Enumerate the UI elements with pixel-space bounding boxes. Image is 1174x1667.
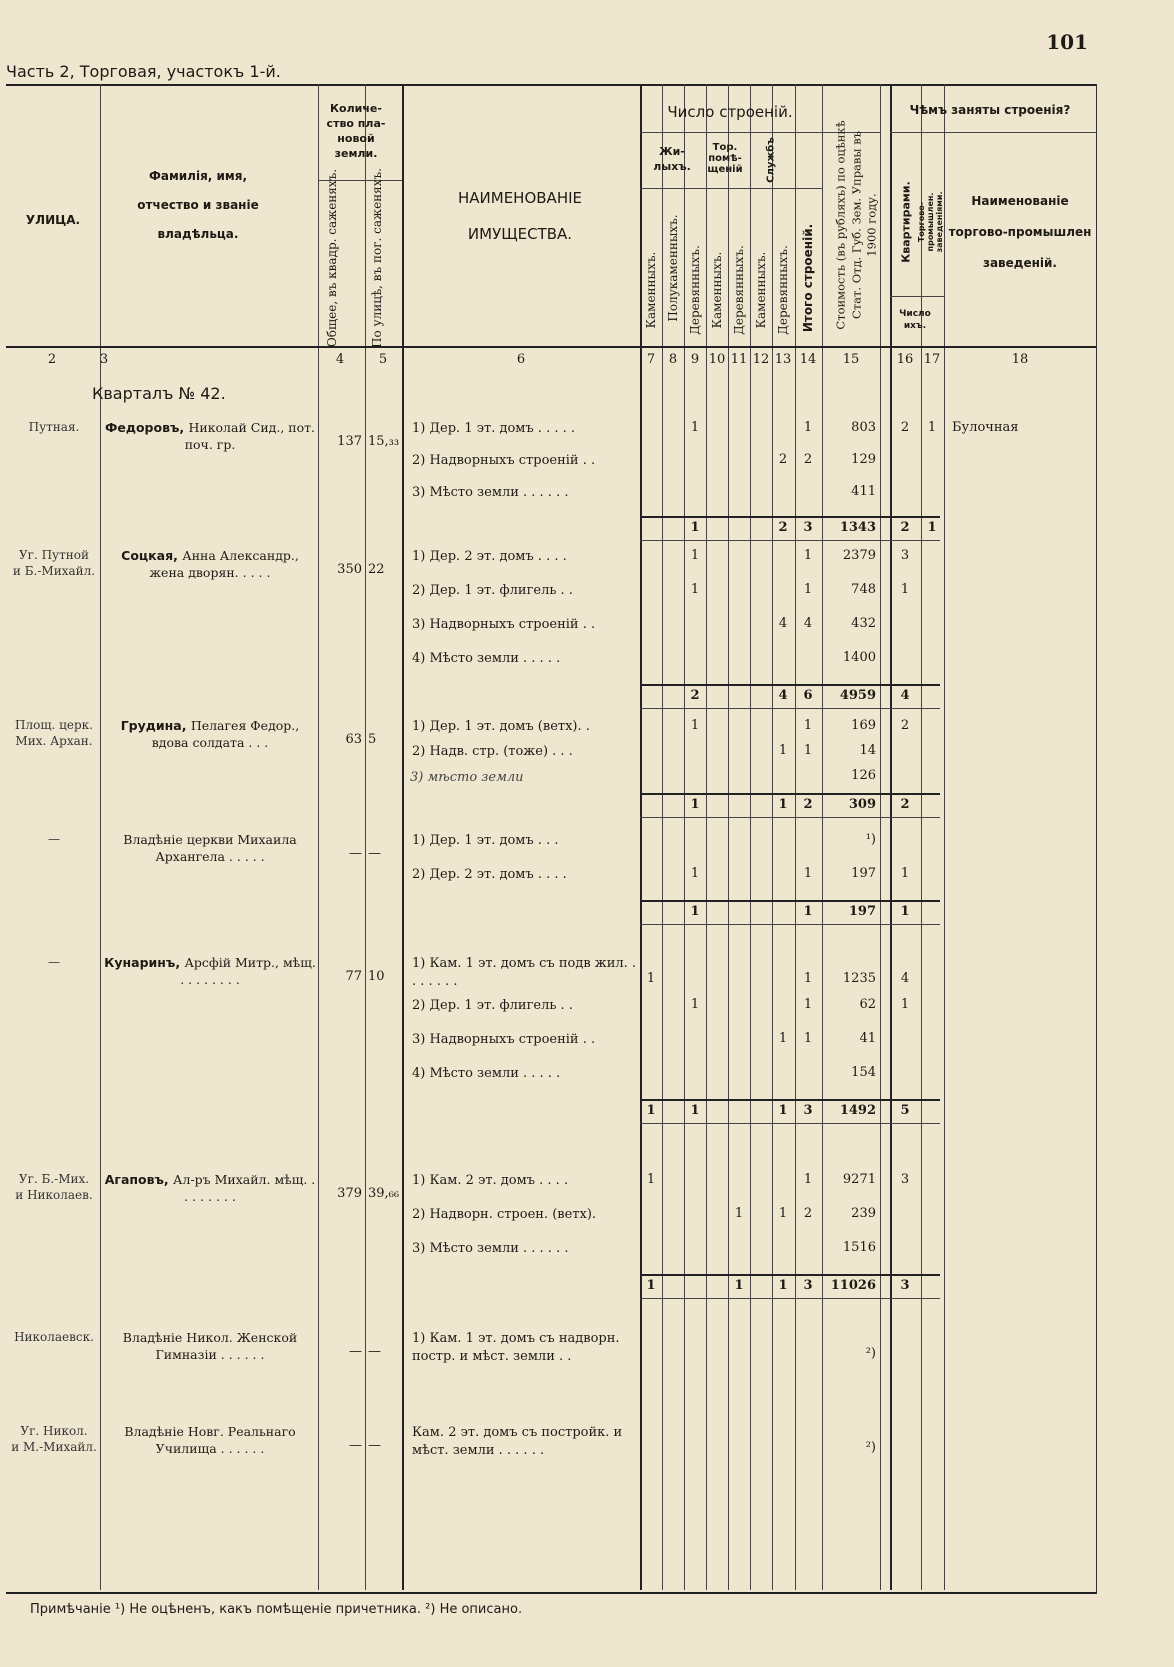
property-item: 1) Кам. 1 эт. домъ съ надворн. постр. и мѣст. земли . . <box>412 1331 620 1364</box>
property-item: 2) Дер. 2 эт. домъ . . . . <box>412 867 567 882</box>
header-owner: Фамилія, имя, отчество и званіе владѣльца. <box>137 169 259 241</box>
page-header: Часть 2, Торговая, участокъ 1-й. <box>6 62 281 81</box>
property-item: 3) Надворныхъ строеній . . <box>412 617 596 632</box>
sum-sw: 2 <box>778 520 788 535</box>
header-land-total: Общее, въ квадр. саженяхъ. <box>325 168 339 348</box>
count-s: 1 <box>646 1172 656 1187</box>
column-rule <box>640 84 642 1590</box>
land-total: — <box>349 1438 362 1453</box>
street-name: и Б.-Михайл. <box>12 564 96 578</box>
column-rule <box>662 84 663 1590</box>
property-value: 126 <box>851 768 876 783</box>
sum-bottom-rule <box>640 817 940 818</box>
land-street: 22 <box>368 562 385 577</box>
count-total: 1 <box>803 743 813 758</box>
sum-rule <box>640 793 940 795</box>
count-w: 1 <box>690 548 700 563</box>
column-rule <box>318 84 319 1590</box>
count-apt: 3 <box>900 548 910 563</box>
sum-w: 2 <box>690 688 700 703</box>
property-item: 4) Мѣсто земли . . . . . <box>412 651 561 666</box>
column-number: 9 <box>690 352 700 367</box>
header-stone-1: Каменныхъ. <box>644 251 658 329</box>
property-item: 1) Кам. 2 эт. домъ . . . . <box>412 1173 569 1188</box>
quarter-title: Кварталъ № 42. <box>92 384 226 403</box>
property-value: 154 <box>851 1065 876 1080</box>
header-occupied: Чѣмъ заняты строенія? <box>909 103 1071 117</box>
sum-total: 2 <box>803 797 813 812</box>
count-ss: 1 <box>734 1206 744 1221</box>
count-total: 1 <box>803 997 813 1012</box>
column-rule <box>706 84 707 1590</box>
property-item: 4) Мѣсто земли . . . . . <box>412 1066 561 1081</box>
sum-value: 1343 <box>839 520 876 535</box>
column-number: 3 <box>99 352 109 367</box>
property-item: 1) Дер. 1 эт. домъ . . . <box>412 833 559 848</box>
sum-bottom-rule <box>640 1123 940 1124</box>
property-item: 2) Надворныхъ строеній . . <box>412 453 596 468</box>
land-total: — <box>349 1344 362 1359</box>
land-street: — <box>368 846 381 861</box>
count-w: 1 <box>690 582 700 597</box>
count-w: 1 <box>690 718 700 733</box>
page-number: 101 <box>1046 30 1088 54</box>
header-stone-2: Каменныхъ. <box>710 251 724 329</box>
count-sw: 2 <box>778 452 788 467</box>
count-total: 1 <box>803 420 813 435</box>
property-value: ²) <box>865 1346 876 1361</box>
footnote: Примѣчаніе ¹) Не оцѣненъ, какъ помѣщеніе причетника. ²) Не описано. <box>30 1602 523 1617</box>
land-total: 350 <box>337 562 362 577</box>
property-item: 1) Дер. 2 эт. домъ . . . . <box>412 549 567 564</box>
owner-details: Владѣніе церкви Михаила Архангела . . . . . <box>123 832 297 864</box>
column-number: 6 <box>516 352 526 367</box>
owner-name <box>104 718 316 752</box>
count-w: 1 <box>690 997 700 1012</box>
land-street: — <box>368 1438 381 1453</box>
column-number: 14 <box>799 352 817 367</box>
column-number: 4 <box>335 352 345 367</box>
sum-trade: 1 <box>927 520 937 535</box>
count-trade: 1 <box>927 420 937 435</box>
count-apt: 2 <box>900 718 910 733</box>
sum-total: 3 <box>803 1278 813 1293</box>
street-name: Уг. Путной <box>19 548 89 562</box>
column-number: 12 <box>752 352 770 367</box>
trade-name: Булочная <box>952 420 1019 435</box>
header-wooden-1: Деревянныхъ. <box>688 245 702 335</box>
sum-w: 1 <box>690 1103 700 1118</box>
sum-total: 3 <box>803 520 813 535</box>
owner-details: Владѣніе Никол. Женской Гимназіи . . . . . . <box>122 1330 298 1362</box>
count-apt: 2 <box>900 420 910 435</box>
sum-value: 1492 <box>839 1103 876 1118</box>
count-sw: 1 <box>778 743 788 758</box>
sum-rule <box>640 1099 940 1101</box>
owner-details: Анна Александр., жена дворян. . . . . <box>149 548 299 580</box>
owner-name <box>104 832 316 866</box>
count-apt: 1 <box>900 866 910 881</box>
column-number: 8 <box>668 352 678 367</box>
owner-name <box>104 548 316 582</box>
property-value: 432 <box>851 616 876 631</box>
sum-sw: 1 <box>778 797 788 812</box>
property-value: 1235 <box>842 971 876 986</box>
sum-total: 3 <box>803 1103 813 1118</box>
column-number: 10 <box>708 352 726 367</box>
sum-rule <box>640 1274 940 1276</box>
property-value: 129 <box>851 452 876 467</box>
sum-apt: 2 <box>900 520 910 535</box>
property-value: ¹) <box>865 832 876 847</box>
street-name: — <box>48 832 60 846</box>
column-number: 16 <box>896 352 914 367</box>
count-sw: 4 <box>778 616 788 631</box>
header-commercial: Тор. помѣ-щеній <box>707 142 743 175</box>
property-value: 62 <box>859 997 876 1012</box>
column-rule <box>402 84 404 1590</box>
count-apt: 1 <box>900 582 910 597</box>
count-total: 2 <box>803 452 813 467</box>
sum-w: 1 <box>690 520 700 535</box>
sum-ss: 1 <box>734 1278 744 1293</box>
count-s: 1 <box>646 971 656 986</box>
count-total: 4 <box>803 616 813 631</box>
land-total: 379 <box>337 1186 362 1201</box>
property-item: 1) Кам. 1 эт. домъ съ подв жил. . . . . . . . <box>412 956 637 989</box>
owner-surname: Кунаринъ, <box>104 955 185 970</box>
property-value: 1516 <box>842 1240 876 1255</box>
header-semistone: Полукаменныхъ. <box>666 214 680 322</box>
property-item: 2) Дер. 1 эт. флигель . . <box>412 998 573 1013</box>
sum-sw: 4 <box>778 688 788 703</box>
sum-s: 1 <box>646 1103 656 1118</box>
owner-name <box>104 1330 316 1364</box>
sum-sw: 1 <box>778 1278 788 1293</box>
owner-details: Арсфій Митр., мѣщ. . . . . . . . . <box>180 955 316 987</box>
count-sw: 1 <box>778 1031 788 1046</box>
sum-rule <box>640 516 940 518</box>
sum-apt: 5 <box>900 1103 910 1118</box>
owner-surname: Грудина, <box>120 718 191 733</box>
land-total: 77 <box>345 969 362 984</box>
sum-apt: 1 <box>900 904 910 919</box>
owner-surname: Агаповъ, <box>104 1172 174 1187</box>
sum-value: 197 <box>848 904 876 919</box>
sum-value: 11026 <box>830 1278 876 1293</box>
column-number: 17 <box>923 352 941 367</box>
property-item: 1) Дер. 1 эт. домъ (ветх). . <box>412 719 590 734</box>
street-name: и М.-Михайл. <box>11 1440 97 1454</box>
column-number: 18 <box>1011 352 1029 367</box>
header-rule <box>890 132 1096 133</box>
header-rule <box>640 188 822 189</box>
column-rule <box>795 84 796 1590</box>
sum-total: 6 <box>803 688 813 703</box>
header-apartments: Квартирами. <box>899 181 913 263</box>
property-value: 748 <box>851 582 876 597</box>
street-name: Николаевск. <box>14 1330 94 1344</box>
header-total-buildings: Итого строеній. <box>801 223 815 333</box>
header-bottom-rule <box>6 346 1096 348</box>
column-rule <box>728 84 729 1590</box>
header-stone-3: Каменныхъ. <box>754 251 768 329</box>
header-services: Службъ <box>765 137 777 183</box>
count-total: 1 <box>803 582 813 597</box>
column-number: 7 <box>646 352 656 367</box>
header-residential: Жи-лыхъ. <box>653 145 691 173</box>
count-total: 1 <box>803 548 813 563</box>
count-sw: 1 <box>778 1206 788 1221</box>
street-name: Уг. Б.-Мих. <box>18 1172 90 1186</box>
street-name: Площ. церк. <box>15 718 93 732</box>
header-wooden-3: Деревянныхъ. <box>776 245 790 335</box>
owner-surname: Соцкая, <box>121 548 183 563</box>
property-item: Кам. 2 эт. домъ съ постройк. и мѣст. земли . . . . . . <box>412 1425 623 1458</box>
land-street: 5 <box>368 732 377 747</box>
count-w: 1 <box>690 866 700 881</box>
owner-details: Пелагея Федор., вдова солдата . . . <box>151 718 300 750</box>
sum-sw: 1 <box>778 1103 788 1118</box>
column-number: 13 <box>774 352 792 367</box>
count-total: 1 <box>803 718 813 733</box>
column-rule <box>750 84 751 1590</box>
count-apt: 3 <box>900 1172 910 1187</box>
property-value: 803 <box>851 420 876 435</box>
land-total: 63 <box>345 732 362 747</box>
land-street: 10 <box>368 969 385 984</box>
property-item: 2) Надворн. строен. (ветх). <box>412 1207 597 1222</box>
sum-value: 309 <box>848 797 876 812</box>
property-item: 1) Дер. 1 эт. домъ . . . . . <box>412 421 576 436</box>
header-trade-est: Торгово-промышлен. заведеніями. <box>916 191 944 253</box>
property-item: 3) Мѣсто земли . . . . . . <box>412 485 569 500</box>
property-value: 197 <box>851 866 876 881</box>
count-total: 2 <box>803 1206 813 1221</box>
property-value: 14 <box>859 743 876 758</box>
header-buildings: Число строеній. <box>667 103 793 121</box>
header-land-streets: По улицѣ, въ пог. саженяхъ. <box>370 168 384 348</box>
owner-surname: Федоровъ, <box>104 420 189 435</box>
sum-bottom-rule <box>640 708 940 709</box>
street-name: Путная. <box>28 420 80 434</box>
sum-apt: 4 <box>900 688 910 703</box>
header-street: УЛИЦА. <box>25 213 81 227</box>
owner-details: Владѣніе Новг. Реальнаго Училища . . . . . . <box>124 1424 296 1456</box>
street-name: и Николаев. <box>15 1188 93 1202</box>
sum-w: 1 <box>690 904 700 919</box>
sum-rule <box>640 684 940 686</box>
header-trade-names: Наименованіе торгово-промышлен заведеній. <box>948 194 1092 271</box>
property-value: 411 <box>851 484 876 499</box>
sum-bottom-rule <box>640 540 940 541</box>
land-total: 137 <box>337 434 362 449</box>
count-apt: 1 <box>900 997 910 1012</box>
owner-name <box>104 1172 316 1206</box>
sum-apt: 3 <box>900 1278 910 1293</box>
handwritten-note: 3) мѣсто земли <box>410 770 524 785</box>
count-total: 1 <box>803 971 813 986</box>
property-item: 3) Надворныхъ строеній . . <box>412 1032 596 1047</box>
column-rule <box>100 84 101 1590</box>
land-street: 39,₆₆ <box>368 1186 400 1201</box>
header-count: Число ихъ. <box>899 309 931 332</box>
owner-details: Ал-ръ Михайл. мѣщ. . . . . . . . . <box>173 1172 316 1204</box>
column-rule <box>944 84 945 1590</box>
land-total: — <box>349 846 362 861</box>
column-number: 15 <box>842 352 860 367</box>
sum-w: 1 <box>690 797 700 812</box>
sum-apt: 2 <box>900 797 910 812</box>
sum-bottom-rule <box>640 1298 940 1299</box>
count-apt: 4 <box>900 971 910 986</box>
owner-name <box>104 420 316 454</box>
header-land-qty: Количе-ство пла-новой земли. <box>326 102 386 160</box>
header-value: Стоимость (въ рубляхъ) по оцѣнкѣ Стат. Отд. Губ. Зем. Управы въ 1900 году. <box>833 120 879 330</box>
sum-s: 1 <box>646 1278 656 1293</box>
property-item: 3) Мѣсто земли . . . . . . <box>412 1241 569 1256</box>
count-total: 1 <box>803 1172 813 1187</box>
property-value: 41 <box>859 1031 876 1046</box>
property-value: ²) <box>865 1440 876 1455</box>
land-street: — <box>368 1344 381 1359</box>
property-value: 1400 <box>842 650 876 665</box>
header-property: НАИМЕНОВАНІЕ ИМУЩЕСТВА. <box>458 189 582 243</box>
count-total: 1 <box>803 866 813 881</box>
sum-bottom-rule <box>640 924 940 925</box>
owner-name <box>104 1424 316 1458</box>
header-wooden-2: Деревянныхъ. <box>732 245 746 335</box>
column-number: 11 <box>730 352 748 367</box>
owner-name <box>104 955 316 989</box>
street-name: Мих. Архан. <box>15 734 93 748</box>
count-w: 1 <box>690 420 700 435</box>
column-rule <box>365 84 366 1590</box>
column-rule <box>772 84 773 1590</box>
property-item: 2) Дер. 1 эт. флигель . . <box>412 583 573 598</box>
land-street: 15,₃₃ <box>368 434 400 449</box>
column-rule <box>684 84 685 1590</box>
street-name: Уг. Никол. <box>20 1424 88 1438</box>
sum-total: 1 <box>803 904 813 919</box>
property-value: 2379 <box>842 548 876 563</box>
column-number: 2 <box>47 352 57 367</box>
property-value: 9271 <box>842 1172 876 1187</box>
sum-value: 4959 <box>839 688 876 703</box>
property-item: 2) Надв. стр. (тоже) . . . <box>412 744 573 759</box>
column-number: 5 <box>378 352 388 367</box>
sum-rule <box>640 900 940 902</box>
property-value: 239 <box>851 1206 876 1221</box>
owner-details: Николай Сид., пот. поч. гр. <box>184 420 316 452</box>
header-rule <box>890 296 944 297</box>
street-name: — <box>48 955 60 969</box>
property-value: 169 <box>851 718 876 733</box>
count-total: 1 <box>803 1031 813 1046</box>
